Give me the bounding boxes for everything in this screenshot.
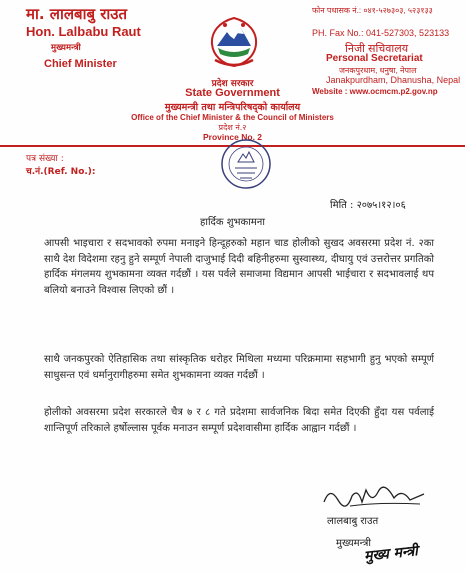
address-english: Janakpurdham, Dhanusha, Nepal — [326, 75, 461, 85]
letter-date: मिति : २०७५।१२।०६ — [330, 200, 406, 211]
signature-stamp-text: मुख्य मन्त्री — [363, 543, 419, 565]
letter-subject: हार्दिक शुभकामना — [200, 217, 265, 228]
paragraph-holiday-appeal: होलीको अवसरमा प्रदेश सरकारले चैत्र ७ र ८ गते प्रदेशमा सार्वजनिक बिदा समेत दिएकी हुँदा यस पर्वलाई शान्तिपूर्ण तरिकाले हर्षोल्लास पूर्वक मनाउन सम्पूर्ण प्रदेशवासीमा हार्दिक आह्वान गर्दछौं । — [44, 407, 434, 434]
website: Website : www.ocmcm.p2.gov.np — [312, 87, 438, 96]
phone-number: फोन पधासक नं.: ०४१-५२७३०३, ५२३१३३ — [312, 6, 433, 15]
signatory-name: लालबाबु राउत — [327, 516, 379, 527]
secretariat-nepali: निजी सचिवालय — [345, 43, 409, 55]
office-name-nepali: मुख्यमन्त्री तथा मन्त्रिपरिषद्को कार्यालय — [164, 102, 301, 113]
minister-title-english: Chief Minister — [44, 58, 117, 70]
gov-name-nepali: प्रदेश सरकार — [211, 79, 254, 89]
paragraph-holi-greeting: आपसी भाइचारा र सदभावको रुपमा मनाइने हिन्दूहरुको महान चाड होलीको सुखद अवसरमा प्रदेश नं. २का साथै देश विदेशमा रहनु हुने सम्पूर्ण नेपाली दाजुभाई दिदी बहिनीहरुमा सुस्वास्थ्य, दीघायु एवं उत्तरोत्तर प्रगतिको हार्दिक मंगलमय शुभकामना व्यक्त गर्दछौं । यस पर्वले समाजमा विद्यमान आपसी भाईचारा र सदभावलाई थप बलियो बनाउने विश्वास लिएको छौं । — [44, 238, 434, 296]
gov-name-english: State Government — [185, 87, 280, 99]
office-seal-icon — [220, 138, 272, 190]
nepal-emblem-icon — [205, 16, 263, 68]
signatory-title: मुख्यमन्त्री — [336, 538, 371, 549]
minister-name-english: Hon. Lalbabu Raut — [26, 24, 141, 39]
province-nepali: प्रदेश नं.२ — [218, 123, 247, 132]
minister-name-nepali: मा. लालबाबु राउत — [26, 5, 128, 23]
province-english: Province No. 2 — [202, 132, 263, 142]
paragraph-mithila-parikrama: साथै जनकपुरको ऐतिहासिक तथा सांस्कृतिक धरोहर मिथिला मध्यमा परिक्रमामा सहभागी हुनु भएको सम्पूर्ण साधुसन्त एवं धर्मानुरागीहरुमा समेत शुभकामना व्यक्त गर्दछौं । — [44, 354, 434, 381]
minister-title-nepali: मुख्यमन्त्री — [51, 43, 81, 53]
address-nepali: जनकपुरधाम, धनुषा, नेपाल — [339, 66, 417, 75]
secretariat-english: Personal Secretariat — [326, 53, 423, 64]
office-name-english: Office of the Chief Minister & the Council of Ministers — [131, 113, 334, 122]
fax-number: PH. Fax No.: 041-527303, 523133 — [312, 28, 450, 38]
letter-number-label: पत्र संख्या : — [26, 154, 64, 164]
ref-number-label: च.नं.(Ref. No.): — [26, 167, 96, 177]
